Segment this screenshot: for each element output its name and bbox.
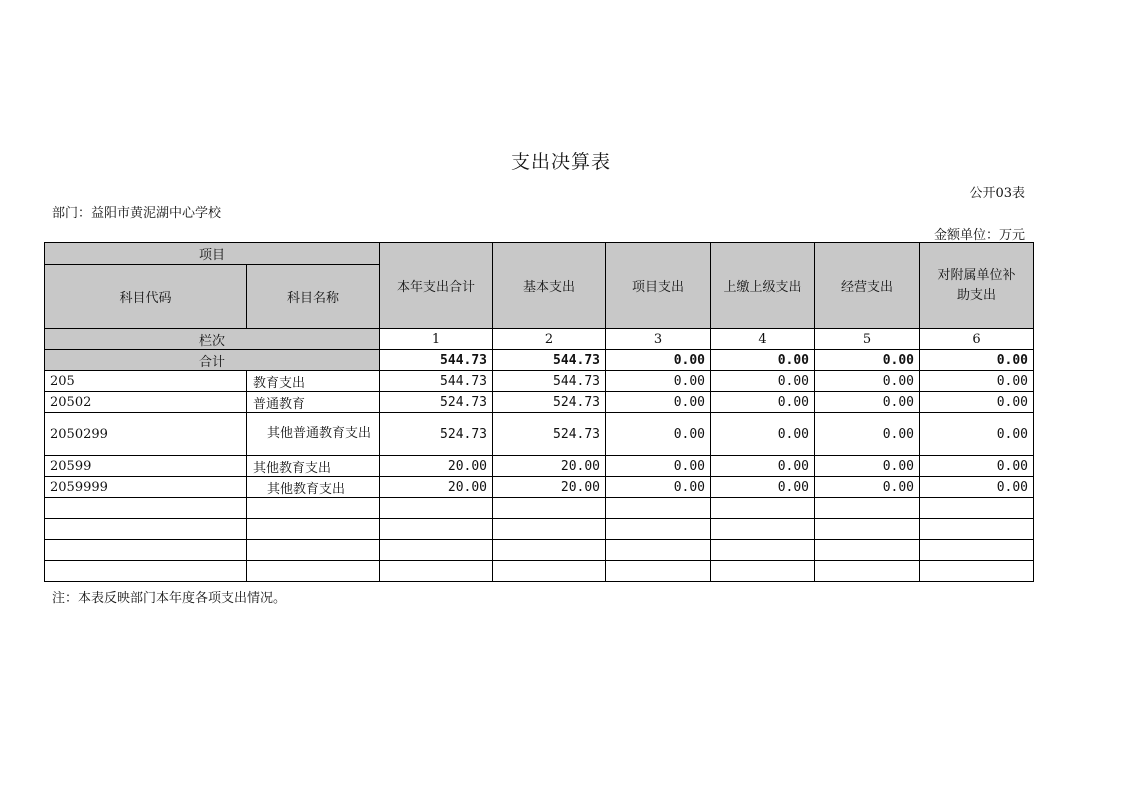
row-cell: 0.00 xyxy=(920,392,1034,413)
row-code: 2050299 xyxy=(45,413,247,456)
col-number: 2 xyxy=(493,329,606,350)
row-cell: 524.73 xyxy=(380,413,493,456)
total-cell: 544.73 xyxy=(493,350,606,371)
amount-unit-label: 金额单位：万元 xyxy=(933,228,1025,243)
expenditure-table xyxy=(44,242,1034,582)
header-code: 科目代码 xyxy=(45,265,247,329)
col-number: 1 xyxy=(380,329,493,350)
empty-row xyxy=(45,561,1034,582)
row-cell: 0.00 xyxy=(711,371,815,392)
row-code: 20502 xyxy=(45,392,247,413)
header-col-5: 经营支出 xyxy=(815,243,920,329)
row-cell: 0.00 xyxy=(606,413,711,456)
row-cell: 0.00 xyxy=(815,456,920,477)
row-cell: 524.73 xyxy=(493,413,606,456)
row-cell: 20.00 xyxy=(380,456,493,477)
row-cell: 0.00 xyxy=(920,413,1034,456)
row-cell: 20.00 xyxy=(380,477,493,498)
row-cell: 524.73 xyxy=(380,392,493,413)
row-cell: 0.00 xyxy=(711,456,815,477)
row-cell: 0.00 xyxy=(815,392,920,413)
row-code: 2059999 xyxy=(45,477,247,498)
table-row xyxy=(45,456,1034,477)
header-col-3: 项目支出 xyxy=(606,243,711,329)
table-row xyxy=(45,392,1034,413)
row-name: 其他教育支出 xyxy=(247,477,380,498)
row-cell: 0.00 xyxy=(815,477,920,498)
row-cell: 0.00 xyxy=(606,477,711,498)
row-cell: 0.00 xyxy=(815,371,920,392)
row-cell: 20.00 xyxy=(493,456,606,477)
table-row xyxy=(45,477,1034,498)
row-index-label: 栏次 xyxy=(45,329,380,350)
row-cell: 20.00 xyxy=(493,477,606,498)
empty-row xyxy=(45,498,1034,519)
row-name-text: 其他普通教育支出 xyxy=(267,426,372,441)
total-cell: 0.00 xyxy=(711,350,815,371)
col-number: 6 xyxy=(920,329,1034,350)
col-number: 3 xyxy=(606,329,711,350)
row-cell: 0.00 xyxy=(606,392,711,413)
page-title: 支出决算表 xyxy=(510,151,611,173)
total-cell: 0.00 xyxy=(606,350,711,371)
total-cell: 0.00 xyxy=(815,350,920,371)
row-cell: 544.73 xyxy=(493,371,606,392)
row-code: 205 xyxy=(45,371,247,392)
row-cell: 524.73 xyxy=(493,392,606,413)
empty-row xyxy=(45,519,1034,540)
total-cell: 544.73 xyxy=(380,350,493,371)
table-row xyxy=(45,413,1034,456)
row-cell: 0.00 xyxy=(920,371,1034,392)
header-col-6 xyxy=(920,243,1034,329)
row-name xyxy=(247,413,380,456)
department-label: 部门：益阳市黄泥湖中心学校 xyxy=(52,206,222,221)
header-col-6-text: 对附属单位补助支出 xyxy=(937,267,1016,303)
table-row xyxy=(45,371,1034,392)
col-number: 5 xyxy=(815,329,920,350)
row-name: 其他教育支出 xyxy=(247,456,380,477)
row-cell: 0.00 xyxy=(711,392,815,413)
row-cell: 0.00 xyxy=(606,456,711,477)
row-name: 普通教育 xyxy=(247,392,380,413)
row-cell: 0.00 xyxy=(920,456,1034,477)
header-name: 科目名称 xyxy=(247,265,380,329)
col-number: 4 xyxy=(711,329,815,350)
header-col-4: 上缴上级支出 xyxy=(711,243,815,329)
total-label: 合计 xyxy=(45,350,380,371)
row-name: 教育支出 xyxy=(247,371,380,392)
row-cell: 0.00 xyxy=(711,477,815,498)
row-cell: 0.00 xyxy=(920,477,1034,498)
row-cell: 0.00 xyxy=(815,413,920,456)
row-code: 20599 xyxy=(45,456,247,477)
total-cell: 0.00 xyxy=(920,350,1034,371)
header-col-2: 基本支出 xyxy=(493,243,606,329)
footnote: 注：本表反映部门本年度各项支出情况。 xyxy=(52,591,287,606)
row-cell: 0.00 xyxy=(606,371,711,392)
header-item: 项目 xyxy=(45,243,380,265)
header-col-1: 本年支出合计 xyxy=(380,243,493,329)
form-number: 公开03表 xyxy=(969,186,1025,201)
empty-row xyxy=(45,540,1034,561)
row-cell: 544.73 xyxy=(380,371,493,392)
row-cell: 0.00 xyxy=(711,413,815,456)
